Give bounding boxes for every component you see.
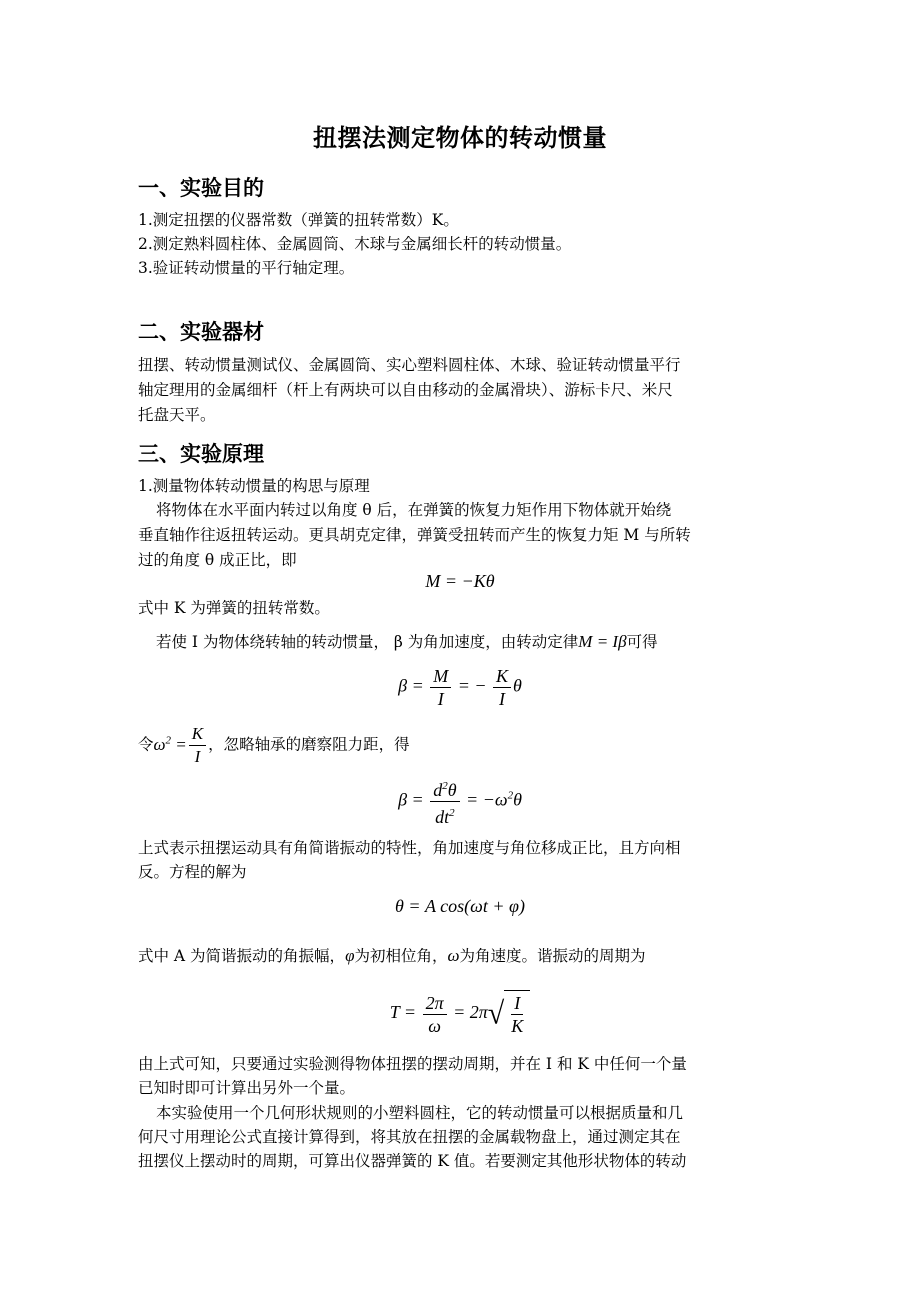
eq2-tail: θ <box>513 675 522 696</box>
p4-inline-equation: $\omega^2$ = $\frac{K}{I}$ <box>154 735 209 754</box>
principle-p8-line-2: 何尺寸用理论公式直接计算得到，将其放在扭摆的金属载物盘上，通过测定其在 <box>138 1128 681 1146</box>
principle-p8-line-1: 本实验使用一个几何形状规则的小塑料圆柱，它的转动惯量可以根据质量和几 <box>156 1104 684 1122</box>
equipment-line-3: 托盘天平。 <box>138 406 216 424</box>
p3-text-pre: 若使 I 为物体绕转轴的转动惯量， β 为角加速度，由转动定律 <box>156 633 579 651</box>
principle-p1-line-2: 垂直轴作往返扭转运动。更具胡克定律，弹簧受扭转而产生的恢复力矩 M 与所转 <box>138 526 691 544</box>
section-heading-purpose: 一、实验目的 <box>138 176 264 200</box>
eq2-lhs: β = <box>398 675 424 696</box>
equipment-line-1: 扭摆、转动惯量测试仪、金属圆筒、实心塑料圆柱体、木球、验证转动惯量平行 <box>138 356 681 374</box>
principle-p1-line-1: 将物体在水平面内转过以角度 θ 后，在弹簧的恢复力矩作用下物体就开始绕 <box>156 501 672 519</box>
eq2-mid: = − <box>457 675 487 696</box>
equation-second-derivative: β = $\frac{d^2\theta}{dt^2}$ = $-\omega^2\theta$ <box>0 775 920 828</box>
equation-beta <box>0 665 920 710</box>
equipment-line-2: 轴定理用的金属细杆（杆上有两块可以自由移动的金属滑块）、游标卡尺、米尺 <box>138 381 673 399</box>
p4-fraction: $\frac{K}{I}$ <box>189 723 206 768</box>
purpose-item-2: 2.测定熟料圆柱体、金属圆筒、木球与金属细长杆的转动惯量。 <box>138 235 572 253</box>
principle-p3 <box>138 630 790 654</box>
eq2-fraction-1: $\frac{M}{I}$ <box>430 665 451 710</box>
principle-p6: 式中 A 为简谐振动的角振幅，φ为初相位角，ω为角速度。谐振动的周期为 <box>138 946 646 965</box>
eq3-fraction: $\frac{d^2\theta}{dt^2}$ <box>430 775 459 828</box>
principle-p2: 式中 K 为弹簧的扭转常数。 <box>138 599 330 617</box>
principle-subheading: 1.测量物体转动惯量的构思与原理 <box>138 477 370 495</box>
equation-period: T = $\frac{2\pi}{\omega}$ = 2π √ $\frac{I}{K}$ <box>0 990 920 1038</box>
purpose-item-1: 1.测定扭摆的仪器常数（弹簧的扭转常数）K。 <box>138 211 459 229</box>
principle-p4 <box>138 718 790 768</box>
principle-p8-line-3: 扭摆仪上摆动时的周期，可算出仪器弹簧的 K 值。若要测定其他形状物体的转动 <box>138 1152 687 1170</box>
p3-text-post: 可得 <box>626 633 658 651</box>
principle-p7-line-1: 由上式可知，只要通过实验测得物体扭摆的摆动周期，并在 I 和 K 中任何一个量 <box>138 1055 687 1073</box>
principle-p5-line-1: 上式表示扭摆运动具有角简谐振动的特性，角加速度与角位移成正比，且方向相 <box>138 839 681 857</box>
eq5-sqrt: √ $\frac{I}{K}$ <box>488 990 530 1038</box>
equation-hooke: M = −Kθ <box>425 571 495 591</box>
p4-text-pre: 令 <box>138 735 154 754</box>
p4-text-post: ，忽略轴承的磨察阻力距，得 <box>208 735 410 754</box>
document-title: 扭摆法测定物体的转动惯量 <box>313 124 607 152</box>
principle-p7-line-2: 已知时即可计算出另外一个量。 <box>138 1079 356 1097</box>
eq2-fraction-2: $\frac{K}{I}$ <box>493 665 511 710</box>
principle-p1-line-3: 过的角度 θ 成正比，即 <box>138 551 297 569</box>
principle-p5-line-2: 反。方程的解为 <box>138 863 247 881</box>
p3-inline-equation: M = Iβ <box>578 632 627 651</box>
purpose-item-3: 3.验证转动惯量的平行轴定理。 <box>138 259 355 277</box>
eq5-fraction: $\frac{2\pi}{\omega}$ <box>423 992 447 1037</box>
equation-solution: θ = A cos(ωt + φ) <box>395 896 525 916</box>
section-heading-principle: 三、实验原理 <box>138 442 264 466</box>
section-heading-equipment: 二、实验器材 <box>138 320 264 344</box>
